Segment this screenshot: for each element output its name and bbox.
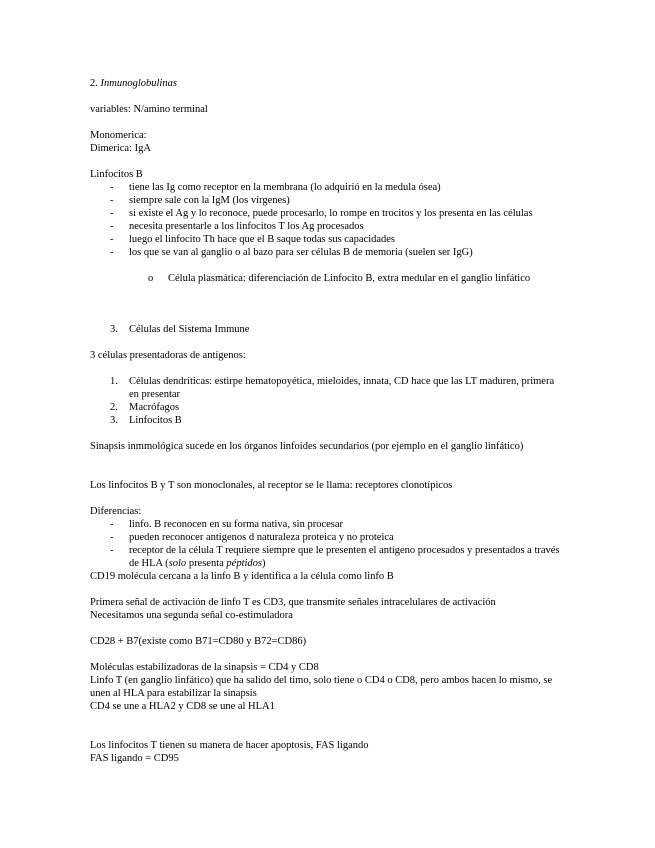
list-bullet: - xyxy=(110,208,114,219)
list-bullet: - xyxy=(110,545,114,556)
emphasis-peptidos: péptidos xyxy=(226,558,263,569)
list-number: 1. xyxy=(110,376,118,387)
variables-line: variables: N/amino terminal xyxy=(90,104,208,115)
heading-title: Inmunoglobulinas xyxy=(100,78,177,89)
emphasis-solo: solo xyxy=(168,558,187,569)
list-number: 3. xyxy=(110,415,118,426)
moleculas-line: Moléculas estabilizadoras de la sinapsis = CD4 y CD8 xyxy=(90,662,319,673)
list-bullet: - xyxy=(110,221,114,232)
section-heading-inmunoglobulinas xyxy=(90,77,570,90)
list-bullet: - xyxy=(110,195,114,206)
heading-number: 2. xyxy=(90,78,98,89)
monomerica-line: Monomerica: xyxy=(90,130,147,141)
list-bullet: - xyxy=(110,532,114,543)
apc-title: 3 células presentadoras de antígenos: xyxy=(90,350,246,361)
necesitamos-line: Necesitamos una segunda señal co-estimuladora xyxy=(90,610,293,621)
section-heading-celulas: Células del Sistema Immune xyxy=(129,324,250,335)
list-item: necesita presentarle a los linfocitos T los Ag procesados xyxy=(129,221,364,232)
list-item: linfo. B reconocen en su forma nativa, sin procesar xyxy=(129,519,344,530)
sub-list-item: Célula plasmática: diferenciación de Linfocito B, extra medular en el ganglio linfático xyxy=(168,273,531,284)
list-bullet: - xyxy=(110,247,114,258)
list-item: siempre sale con la IgM (los vírgenes) xyxy=(129,195,290,206)
cd4-hla-line: CD4 se une a HLA2 y CD8 se une al HLA1 xyxy=(90,701,275,712)
apoptosis-line: Los linfocitos T tienen su manera de hacer apoptosis, FAS ligando xyxy=(90,740,369,751)
cd19-line: CD19 molécula cercana a la linfo B y identifica a la célula como linfo B xyxy=(90,571,394,582)
sub-bullet: o xyxy=(148,273,154,284)
list-bullet: - xyxy=(110,519,114,530)
item-text: receptor de la célula T requiere siempre que le presenten el antígeno procesados y presentados a través de HLA ( xyxy=(129,545,560,569)
cd28-line: CD28 + B7(existe como B71=CD80 y B72=CD86) xyxy=(90,636,307,647)
list-item: Macrófagos xyxy=(129,402,180,413)
linfocitos-b-title: Linfocitos B xyxy=(90,169,143,180)
list-item: pueden reconocer antígenos d naturaleza proteica y no proteica xyxy=(129,532,394,543)
list-item: si existe el Ag y lo reconoce, puede procesarlo, lo rompe en trocitos y los presenta en las células xyxy=(129,208,533,219)
list-item: Linfocitos B xyxy=(129,415,182,426)
sinapsis-paragraph: Sinapsis inmmológica sucede en los órganos linfoides secundarios (por ejemplo en el ganglio linfático) xyxy=(90,441,524,452)
list-number: 2. xyxy=(110,402,118,413)
item-text: ) xyxy=(262,558,266,569)
list-item: los que se van al ganglio o al bazo para ser células B de memoria (suelen ser IgG) xyxy=(129,247,473,258)
list-item: luego el linfocito Th hace que el B saque todas sus capacidades xyxy=(129,234,396,245)
list-bullet: - xyxy=(110,234,114,245)
list-bullet: - xyxy=(110,182,114,193)
list-item xyxy=(129,544,569,570)
fas-line: FAS ligando = CD95 xyxy=(90,753,179,764)
item-text: presenta xyxy=(186,558,227,569)
section-number: 3. xyxy=(110,324,118,335)
primera-senal-line: Primera señal de activación de linfo T es CD3, que transmite señales intracelulares de activación xyxy=(90,597,496,608)
diferencias-title: Diferencias: xyxy=(90,506,142,517)
linfo-t-paragraph: Linfo T (en ganglio linfático) que ha salido del timo, solo tiene o CD4 o CD8, pero ambos hacen lo mismo, se unen al HLA para estabilizar la sinapsis xyxy=(90,675,553,699)
monoclonales-paragraph: Los linfocitos B y T son monoclonales, al receptor se le llama: receptores clonotípicos xyxy=(90,480,453,491)
dimerica-line: Dimerica: IgA xyxy=(90,143,151,154)
list-item: tiene las Ig como receptor en la membrana (lo adquirió en la medula ósea) xyxy=(129,182,441,193)
list-item: Células dendríticas: estirpe hematopoyética, mieloides, innata, CD hace que las LT maduren, primera en presentar xyxy=(129,376,555,400)
